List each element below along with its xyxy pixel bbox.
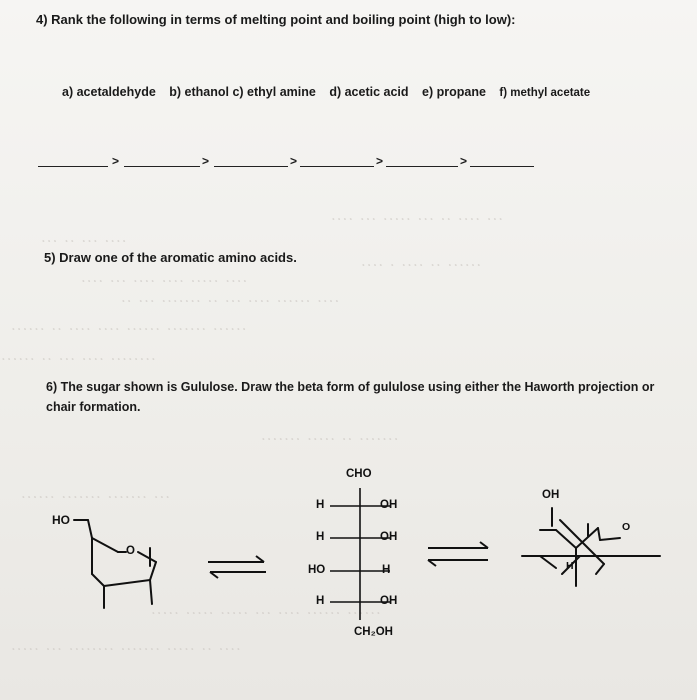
fischer-row-2-right: OH <box>380 531 398 543</box>
choice-d: d) acetic acid <box>329 85 409 99</box>
show-through-text: ···· ······ ···· ··· ·· ······· ··· ·· <box>120 292 340 310</box>
show-through-text: ······ ·· ···· · ···· <box>360 256 482 274</box>
chair-ring-oxygen: O <box>622 521 631 533</box>
greater-than-4: > <box>376 154 384 168</box>
choice-e: e) propane <box>422 85 486 99</box>
fischer-row-3-left: HO <box>308 564 326 576</box>
show-through-text: ··· ···· ·· ··· ····· ··· ···· <box>330 210 504 228</box>
fischer-bottom-ch2oh: CH₂OH <box>354 626 393 638</box>
fischer-row-3-right: H <box>382 564 391 576</box>
chair-hydrogen: H <box>566 560 574 572</box>
chair-form <box>522 508 660 586</box>
greater-than-3: > <box>290 154 298 168</box>
haworth-ring-oxygen: O <box>126 545 135 557</box>
chair-oh-label: OH <box>542 489 560 501</box>
fischer-row-1-left: H <box>316 499 325 511</box>
equilibrium-arrows-right <box>428 542 488 566</box>
show-through-text: ···· ··· ·· ··· <box>40 232 127 250</box>
show-through-text: ······ ······· ······ ···· ···· ·· ······ <box>10 320 247 338</box>
greater-than-5: > <box>460 154 468 168</box>
fischer-row-4-right: OH <box>380 595 398 607</box>
show-through-text: ··· ······· ······· ······ <box>20 488 170 506</box>
haworth-ring <box>74 520 156 608</box>
fischer-row-1-right: OH <box>380 499 398 511</box>
question-4-title: 4) Rank the following in terms of melting point and boiling point (high to low): <box>36 12 516 27</box>
show-through-text: ······· ·· ····· ······· <box>260 430 399 448</box>
show-through-text: ···· ·· ····· ······· ········ ··· ····· <box>10 640 241 658</box>
choice-f: f) methyl acetate <box>499 87 591 99</box>
fischer-top-cho: CHO <box>346 468 372 480</box>
show-through-text: ······ ······ ···· ··· ····· ····· ····· <box>150 604 381 622</box>
haworth-ho-label: HO <box>52 513 70 527</box>
question-5-title: 5) Draw one of the aromatic amino acids. <box>44 250 297 265</box>
greater-than-2: > <box>202 154 210 168</box>
show-through-text: ········ ···· ··· ·· ······ <box>0 350 156 368</box>
question-6-line-1: 6) The sugar shown is Gululose. Draw the beta form of gululose using either the Haworth projection or <box>46 380 655 394</box>
fischer-row-4-left: H <box>316 595 325 607</box>
fischer-row-2-left: H <box>316 531 325 543</box>
greater-than-1: > <box>112 154 120 168</box>
question-6-line-2: chair formation. <box>46 400 141 414</box>
choice-a: a) acetaldehyde <box>62 85 156 99</box>
equilibrium-arrows-left <box>208 556 266 578</box>
show-through-text: ···· ····· ···· ···· ··· ···· <box>80 272 248 290</box>
choice-b-c: b) ethanol c) ethyl amine <box>169 85 316 99</box>
